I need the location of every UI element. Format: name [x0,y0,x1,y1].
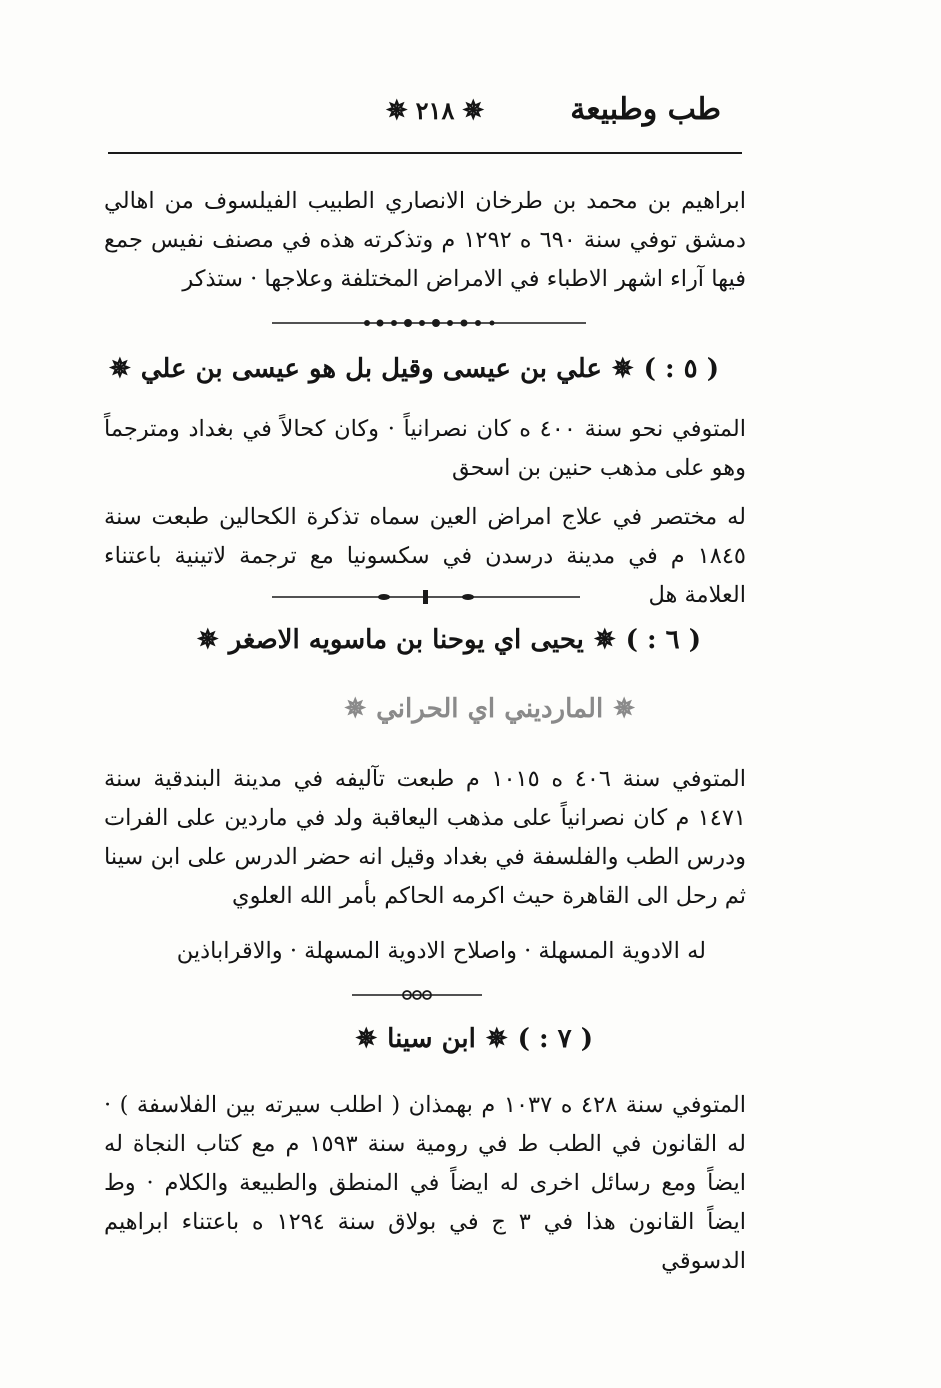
section-number: ( ٦ : ) [625,625,701,655]
star-ornament-icon: ✵ [355,1024,378,1054]
divider-ornament-icon [272,590,580,604]
paragraph: المتوفي نحو سنة ٤٠٠ ه كان نصرانياً · وكان كحالاً في بغداد ومترجماً وهو على مذهب حنين بن اسحق [104,416,747,481]
page-number: ٢١٨ [415,96,455,125]
section-heading-text: ابن سينا [387,1024,476,1054]
running-title: طب وطبيعة [570,92,721,127]
divider-ornament-icon [352,988,482,1002]
star-ornament-icon: ✵ [462,95,485,126]
paragraph: له الادوية المسهلة · واصلاح الادوية المسهلة · والاقراباذين [176,938,706,964]
star-ornament-icon: ✵ [385,95,408,126]
paragraph: له مختصر في علاج امراض العين سماه تذكرة الكحالين طبعت سنة ١٨٤٥ م في مدينة درسدن في سكسونيا مع ترجمة لاتينية باعتناء العلامة هل [104,504,746,608]
page-number-block [370,96,500,125]
star-ornament-icon: ✵ [108,354,131,384]
section-subheading [344,694,635,724]
star-ornament-icon: ✵ [344,694,367,724]
paragraph: المتوفي سنة ٤٠٦ ه ١٠١٥ م طبعت تآليفه في مدينة البندقية سنة ١٤٧١ م كان نصرانياً على مذهب اليعاقبة ولد في ماردين على الفرات ودرس الطب والفلسفة في بغداد وقيل انه حضر الدرس على ابن سينا ثم رحل الى القاهرة حيث اكرمه الحاكم بأمر الله العلوي [104,766,747,909]
paragraph: ابراهيم بن محمد بن طرخان الانصاري الطبيب الفيلسوف من اهالي دمشق توفي سنة ٦٩٠ ه ١٢٩٢ م وتذكرته هذه في مصنف نفيس جمع فيها آراء اشهر الاطباء في الامراض المختلفة وعلاجها · ستذكر [104,188,747,292]
section-number: ( ٥ : ) [643,354,719,384]
section-heading [109,354,719,384]
section-number: ( ٧ : ) [517,1024,593,1054]
star-ornament-icon: ✵ [611,354,634,384]
section-heading [355,1024,593,1054]
section-heading-text: يحيى اي يوحنا بن ماسويه الاصغر [228,625,584,655]
section-heading [197,625,701,655]
star-ornament-icon: ✵ [593,625,616,655]
star-ornament-icon: ✵ [196,625,219,655]
header-rule [108,152,742,154]
divider-ornament-icon [272,316,586,330]
section-heading-text: علي بن عيسى وقيل بل هو عيسى بن علي [140,354,602,384]
star-ornament-icon: ✵ [485,1024,508,1054]
star-ornament-icon: ✵ [613,694,635,724]
section-subheading-text: المارديني اي الحراني [376,694,604,724]
paragraph: المتوفي سنة ٤٢٨ ه ١٠٣٧ م بهمذان ( اطلب سيرته بين الفلاسفة ) · له القانون في الطب ط في رومية سنة ١٥٩٣ م مع كتاب النجاة له ايضاً ومع رسائل اخرى له ايضاً في المنطق والطبيعة والكلام · وط ايضاً القانون هذا في ٣ ج في بولاق سنة ١٢٩٤ ه باعتناء ابراهيم الدسوقي [104,1092,747,1274]
